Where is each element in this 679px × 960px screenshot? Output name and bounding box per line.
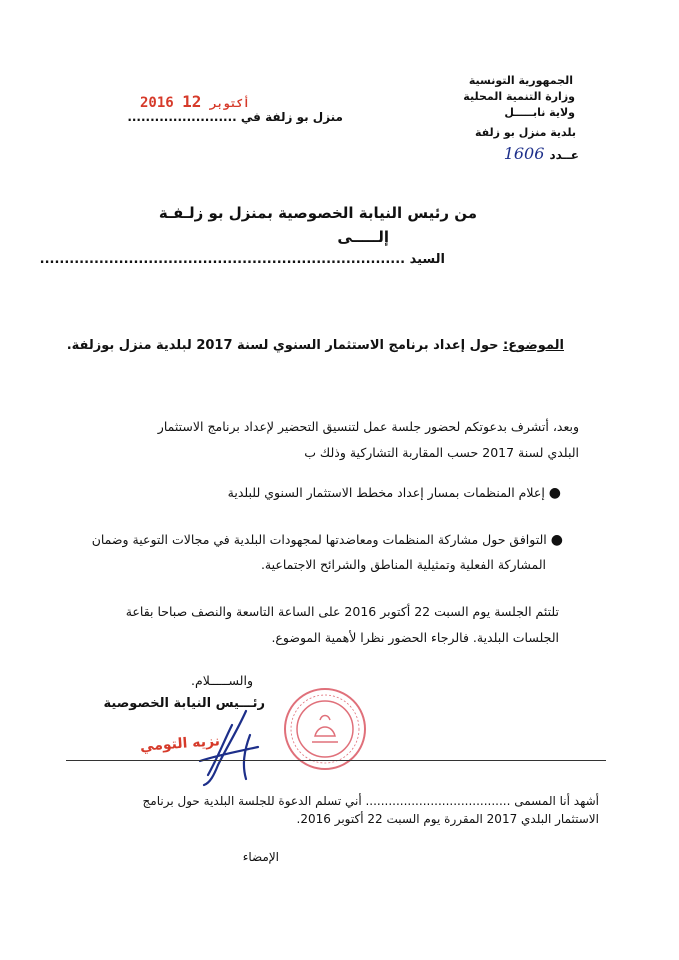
date-stamp-year: 2016 (140, 95, 174, 111)
bullet-item-2 (92, 532, 563, 548)
date-stamp-month: أكتوبر (209, 97, 250, 110)
letter-subject (67, 338, 564, 353)
handwritten-signature (188, 705, 268, 790)
reference-number (504, 144, 579, 163)
header-governorate: ولاية نابـــــل (504, 106, 575, 119)
signature-title: رئـــيس النيابة الخصوصية (103, 696, 265, 711)
subject-text: حول إعداد برنامج الاستثمار السنوي لسنة 2017 لبلدية منزل بوزلفة. (66, 338, 499, 353)
place-date-line: منزل بو زلفة في ........................ (127, 110, 343, 124)
date-stamp-day: 12 (182, 92, 202, 111)
subject-label: الموضوع: (503, 338, 564, 353)
receipt-signature-label: الإمضاء (242, 850, 279, 864)
closing-salutation: والســـــلام. (191, 673, 253, 688)
bullet-item-1-text: إعلام المنظمات بمسار إعداد مخطط الاستثمار السنوي للبلدية (227, 485, 545, 500)
bullet-item-2-text: التوافق حول مشاركة المنظمات ومعاضدتها لمجهودات البلدية في مجالات التوعية وضمان (91, 532, 547, 547)
ref-handwritten-number: 1606 (503, 144, 545, 163)
letter-from: من رئيس النيابة الخصوصية بمنزل بو زلـفـة (158, 204, 477, 222)
bullet-dot-icon: ● (548, 485, 561, 501)
letter-recipient: السيد .......................................................................... (39, 252, 445, 267)
bullet-item-1 (228, 485, 561, 501)
letter-to: إلـــــى (337, 228, 389, 246)
header-municipality: بلدية منزل بو زلفة (474, 126, 576, 139)
paragraph-meeting-line2: الجلسات البلدية. فالرجاء الحضور نظرا لأهمية الموضوع. (271, 630, 559, 645)
signature-name-stamp: نزيه التومي (139, 733, 221, 755)
header-ministry: وزارة التنمية المحلية (463, 90, 575, 103)
ref-prefix: عــدد (549, 148, 579, 162)
bullet-dot-icon: ● (550, 532, 563, 548)
date-stamp (140, 92, 250, 111)
bullet-item-2-line2: المشاركة الفعلية وتمثيلية المناطق والشرائح الاجتماعية. (260, 557, 546, 572)
header-republic: الجمهورية التونسية (468, 74, 573, 87)
receipt-line2: الاستثمار البلدي 2017 المقررة يوم السبت 22 أكتوبر 2016. (296, 812, 599, 826)
paragraph-invitation-line1: وبعد، أتشرف بدعوتكم لحضور جلسة عمل لتنسيق التحضير لإعداد برنامج الاستثمار (157, 419, 579, 434)
separator-line (66, 760, 606, 761)
receipt-line1: أشهد أنا المسمى ...................................... أني تسلم الدعوة للجلسة البلدية حول برنامج (142, 794, 599, 808)
paragraph-meeting-line1: تلتئم الجلسة يوم السبت 22 أكتوبر 2016 على الساعة التاسعة والنصف صباحا بقاعة (125, 604, 559, 619)
paragraph-invitation-line2: البلدي لسنة 2017 حسب المقاربة التشاركية وذلك ب (304, 445, 579, 460)
